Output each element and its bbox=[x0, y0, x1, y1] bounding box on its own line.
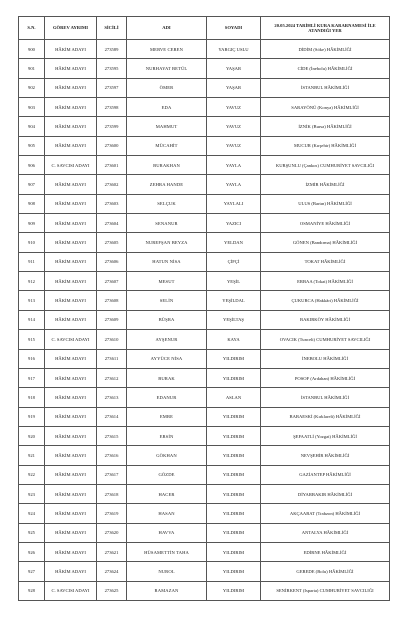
cell-sn: 903 bbox=[19, 98, 45, 117]
cell-soyadi: YILDIRIM bbox=[207, 446, 261, 465]
cell-sn: 912 bbox=[19, 272, 45, 291]
cell-adi: ÖMER bbox=[127, 78, 207, 97]
cell-sn: 919 bbox=[19, 407, 45, 426]
cell-atandigi-yer: ULUS (Bartın) HÂKİMLİĞİ bbox=[261, 194, 390, 213]
cell-sn: 907 bbox=[19, 175, 45, 194]
table-row bbox=[19, 117, 390, 136]
table-row bbox=[19, 59, 390, 78]
table-row bbox=[19, 291, 390, 310]
cell-adi: NURHAYAT BETÜL bbox=[127, 59, 207, 78]
cell-gorev-ayrimi: HÂKİM ADAYI bbox=[45, 523, 97, 542]
cell-sn: 902 bbox=[19, 78, 45, 97]
cell-gorev-ayrimi: HÂKİM ADAYI bbox=[45, 484, 97, 503]
cell-sn: 917 bbox=[19, 368, 45, 387]
cell-sicili: 273599 bbox=[97, 117, 127, 136]
table-row bbox=[19, 407, 390, 426]
cell-atandigi-yer: MUCUR (Kırşehir) HÂKİMLİĞİ bbox=[261, 136, 390, 155]
table-row bbox=[19, 484, 390, 503]
cell-adi: ERSİN bbox=[127, 426, 207, 445]
table-row bbox=[19, 504, 390, 523]
cell-atandigi-yer: EDİRNE HÂKİMLİĞİ bbox=[261, 542, 390, 561]
cell-gorev-ayrimi: HÂKİM ADAYI bbox=[45, 59, 97, 78]
cell-atandigi-yer: İZMİR HÂKİMLİĞİ bbox=[261, 175, 390, 194]
cell-adi: HÜSAMETTİN TAHA bbox=[127, 542, 207, 561]
cell-atandigi-yer: ÇUKURCA (Hakkâri) HÂKİMLİĞİ bbox=[261, 291, 390, 310]
cell-gorev-ayrimi: HÂKİM ADAYI bbox=[45, 504, 97, 523]
cell-adi: BÜŞRA bbox=[127, 310, 207, 329]
cell-adi: MAHMUT bbox=[127, 117, 207, 136]
table-row bbox=[19, 233, 390, 252]
cell-sicili: 273617 bbox=[97, 465, 127, 484]
cell-gorev-ayrimi: HÂKİM ADAYI bbox=[45, 117, 97, 136]
cell-atandigi-yer: POSOF (Ardahan) HÂKİMLİĞİ bbox=[261, 368, 390, 387]
cell-adi: EMRE bbox=[127, 407, 207, 426]
cell-gorev-ayrimi: HÂKİM ADAYI bbox=[45, 426, 97, 445]
cell-soyadi: YEŞİL bbox=[207, 272, 261, 291]
table-row bbox=[19, 349, 390, 368]
cell-sn: 906 bbox=[19, 156, 45, 175]
cell-sn: 915 bbox=[19, 330, 45, 349]
cell-atandigi-yer: ERBAA (Tokat) HÂKİMLİĞİ bbox=[261, 272, 390, 291]
cell-sicili: 273589 bbox=[97, 40, 127, 59]
cell-soyadi: YILDIRIM bbox=[207, 349, 261, 368]
cell-sicili: 273600 bbox=[97, 136, 127, 155]
cell-sn: 911 bbox=[19, 252, 45, 271]
cell-adi: HACER bbox=[127, 484, 207, 503]
cell-gorev-ayrimi: HÂKİM ADAYI bbox=[45, 349, 97, 368]
cell-atandigi-yer: GEREDE (Bolu) HÂKİMLİĞİ bbox=[261, 562, 390, 581]
cell-atandigi-yer: TOKAT HÂKİMLİĞİ bbox=[261, 252, 390, 271]
assignment-list-page bbox=[18, 16, 389, 601]
cell-adi: ZEHRA HANDE bbox=[127, 175, 207, 194]
cell-soyadi: KAYA bbox=[207, 330, 261, 349]
cell-soyadi: YAYLA bbox=[207, 156, 261, 175]
cell-atandigi-yer: BAKIRKÖY HÂKİMLİĞİ bbox=[261, 310, 390, 329]
cell-sicili: 273606 bbox=[97, 252, 127, 271]
cell-adi: HATUN NİSA bbox=[127, 252, 207, 271]
cell-soyadi: YILDIRIM bbox=[207, 542, 261, 561]
cell-sicili: 273603 bbox=[97, 194, 127, 213]
cell-gorev-ayrimi: HÂKİM ADAYI bbox=[45, 465, 97, 484]
cell-gorev-ayrimi: HÂKİM ADAYI bbox=[45, 272, 97, 291]
header-sicili: SİCİLİ bbox=[97, 17, 127, 40]
cell-gorev-ayrimi: HÂKİM ADAYI bbox=[45, 233, 97, 252]
cell-soyadi: YILDIRIM bbox=[207, 407, 261, 426]
header-atandigi-yer: 20.05.2024 TARİHLİ KURA KARARNAMESİ İLE ATANDIĞI YER bbox=[261, 17, 390, 40]
cell-sicili: 273608 bbox=[97, 291, 127, 310]
cell-atandigi-yer: İSTANBUL HÂKİMLİĞİ bbox=[261, 78, 390, 97]
cell-gorev-ayrimi: HÂKİM ADAYI bbox=[45, 252, 97, 271]
cell-sn: 909 bbox=[19, 214, 45, 233]
cell-sicili: 273618 bbox=[97, 484, 127, 503]
cell-soyadi: ÇİFÇİ bbox=[207, 252, 261, 271]
cell-adi: SELİN bbox=[127, 291, 207, 310]
cell-adi: BURAK bbox=[127, 368, 207, 387]
cell-sn: 914 bbox=[19, 310, 45, 329]
table-row bbox=[19, 252, 390, 271]
cell-soyadi: YILDIRIM bbox=[207, 523, 261, 542]
cell-gorev-ayrimi: HÂKİM ADAYI bbox=[45, 291, 97, 310]
cell-sn: 920 bbox=[19, 426, 45, 445]
cell-gorev-ayrimi: HÂKİM ADAYI bbox=[45, 446, 97, 465]
table-row bbox=[19, 310, 390, 329]
cell-sicili: 273621 bbox=[97, 542, 127, 561]
cell-adi: NUROL bbox=[127, 562, 207, 581]
table-body bbox=[19, 40, 390, 601]
cell-sn: 916 bbox=[19, 349, 45, 368]
cell-atandigi-yer: SENİRKENT (Isparta) CUMHURİYET SAVCILIĞI bbox=[261, 581, 390, 600]
cell-soyadi: YILDIRIM bbox=[207, 484, 261, 503]
cell-soyadi: YILDIRIM bbox=[207, 426, 261, 445]
cell-sicili: 273616 bbox=[97, 446, 127, 465]
cell-gorev-ayrimi: HÂKİM ADAYI bbox=[45, 175, 97, 194]
table-header bbox=[19, 17, 390, 40]
cell-sn: 921 bbox=[19, 446, 45, 465]
cell-sicili: 273609 bbox=[97, 310, 127, 329]
cell-atandigi-yer: İNEBOLU HÂKİMLİĞİ bbox=[261, 349, 390, 368]
cell-gorev-ayrimi: HÂKİM ADAYI bbox=[45, 407, 97, 426]
cell-soyadi: YELDAN bbox=[207, 233, 261, 252]
cell-sicili: 273612 bbox=[97, 368, 127, 387]
table-row bbox=[19, 194, 390, 213]
cell-adi: HAVVA bbox=[127, 523, 207, 542]
cell-sicili: 273614 bbox=[97, 407, 127, 426]
cell-adi: SELÇUK bbox=[127, 194, 207, 213]
cell-gorev-ayrimi: HÂKİM ADAYI bbox=[45, 542, 97, 561]
cell-atandigi-yer: NEVŞEHİR HÂKİMLİĞİ bbox=[261, 446, 390, 465]
cell-atandigi-yer: GAZİANTEP HÂKİMLİĞİ bbox=[261, 465, 390, 484]
cell-atandigi-yer: DİDİM (Söke) HÂKİMLİĞİ bbox=[261, 40, 390, 59]
cell-atandigi-yer: DİYARBAKIR HÂKİMLİĞİ bbox=[261, 484, 390, 503]
cell-sicili: 273595 bbox=[97, 59, 127, 78]
cell-soyadi: YAŞAR bbox=[207, 78, 261, 97]
cell-sicili: 273604 bbox=[97, 214, 127, 233]
cell-atandigi-yer: SARAYÖNÜ (Konya) HÂKİMLİĞİ bbox=[261, 98, 390, 117]
cell-sn: 923 bbox=[19, 484, 45, 503]
cell-sn: 928 bbox=[19, 581, 45, 600]
cell-gorev-ayrimi: HÂKİM ADAYI bbox=[45, 562, 97, 581]
cell-atandigi-yer: GÖNEN (Bandırma) HÂKİMLİĞİ bbox=[261, 233, 390, 252]
cell-adi: EDANUR bbox=[127, 388, 207, 407]
table-row bbox=[19, 40, 390, 59]
table-row bbox=[19, 214, 390, 233]
cell-soyadi: YAZICI bbox=[207, 214, 261, 233]
table-row bbox=[19, 523, 390, 542]
cell-gorev-ayrimi: HÂKİM ADAYI bbox=[45, 214, 97, 233]
cell-gorev-ayrimi: HÂKİM ADAYI bbox=[45, 98, 97, 117]
table-row bbox=[19, 156, 390, 175]
cell-sicili: 273597 bbox=[97, 78, 127, 97]
cell-gorev-ayrimi: C. SAVCISI ADAYI bbox=[45, 330, 97, 349]
cell-sn: 918 bbox=[19, 388, 45, 407]
cell-sn: 922 bbox=[19, 465, 45, 484]
cell-adi: SENANUR bbox=[127, 214, 207, 233]
cell-sn: 901 bbox=[19, 59, 45, 78]
cell-soyadi: YILDIRIM bbox=[207, 368, 261, 387]
cell-gorev-ayrimi: HÂKİM ADAYI bbox=[45, 388, 97, 407]
cell-sn: 913 bbox=[19, 291, 45, 310]
cell-soyadi: ASLAN bbox=[207, 388, 261, 407]
cell-atandigi-yer: BABAESKİ (Kırklareli) HÂKİMLİĞİ bbox=[261, 407, 390, 426]
cell-sicili: 273619 bbox=[97, 504, 127, 523]
cell-sicili: 273624 bbox=[97, 562, 127, 581]
cell-sn: 904 bbox=[19, 117, 45, 136]
table-row bbox=[19, 330, 390, 349]
cell-soyadi: YILDIRIM bbox=[207, 581, 261, 600]
header-adi: ADI bbox=[127, 17, 207, 40]
cell-soyadi: YILDIRIM bbox=[207, 504, 261, 523]
table-row bbox=[19, 388, 390, 407]
cell-soyadi: YAVUZ bbox=[207, 117, 261, 136]
cell-adi: MESUT bbox=[127, 272, 207, 291]
cell-adi: GÖZDE bbox=[127, 465, 207, 484]
cell-atandigi-yer: ŞEFAATLİ (Yozgat) HÂKİMLİĞİ bbox=[261, 426, 390, 445]
cell-sn: 908 bbox=[19, 194, 45, 213]
table-row bbox=[19, 136, 390, 155]
table-row bbox=[19, 465, 390, 484]
cell-adi: MERVE CEREN bbox=[127, 40, 207, 59]
table-row bbox=[19, 446, 390, 465]
table-row bbox=[19, 78, 390, 97]
cell-adi: HASAN bbox=[127, 504, 207, 523]
cell-sn: 926 bbox=[19, 542, 45, 561]
cell-adi: EDA bbox=[127, 98, 207, 117]
cell-atandigi-yer: KURŞUNLU (Çankırı) CUMHURİYET SAVCILIĞI bbox=[261, 156, 390, 175]
cell-sn: 905 bbox=[19, 136, 45, 155]
cell-atandigi-yer: CİDE (İnebolu) HÂKİMLİĞİ bbox=[261, 59, 390, 78]
cell-gorev-ayrimi: HÂKİM ADAYI bbox=[45, 310, 97, 329]
table-row bbox=[19, 562, 390, 581]
cell-adi: MÜCAHİT bbox=[127, 136, 207, 155]
table-row bbox=[19, 581, 390, 600]
table-row bbox=[19, 426, 390, 445]
cell-soyadi: YILDIRIM bbox=[207, 465, 261, 484]
cell-sn: 925 bbox=[19, 523, 45, 542]
cell-atandigi-yer: AKÇAABAT (Trabzon) HÂKİMLİĞİ bbox=[261, 504, 390, 523]
header-gorev-ayrimi: GÖREV AYRIMI bbox=[45, 17, 97, 40]
cell-soyadi: YAVUZ bbox=[207, 136, 261, 155]
table-row bbox=[19, 98, 390, 117]
cell-soyadi: YEŞİLTAŞ bbox=[207, 310, 261, 329]
cell-sicili: 273625 bbox=[97, 581, 127, 600]
cell-sicili: 273611 bbox=[97, 349, 127, 368]
table-row bbox=[19, 368, 390, 387]
cell-sicili: 273602 bbox=[97, 175, 127, 194]
cell-soyadi: YARGIÇ USLU bbox=[207, 40, 261, 59]
header-soyadi: SOYADI bbox=[207, 17, 261, 40]
cell-sicili: 273620 bbox=[97, 523, 127, 542]
cell-adi: GÖKHAN bbox=[127, 446, 207, 465]
cell-gorev-ayrimi: HÂKİM ADAYI bbox=[45, 368, 97, 387]
cell-adi: NUREFŞAN BEYZA bbox=[127, 233, 207, 252]
cell-soyadi: YEŞİLDAL bbox=[207, 291, 261, 310]
cell-soyadi: YAYLALI bbox=[207, 194, 261, 213]
cell-gorev-ayrimi: HÂKİM ADAYI bbox=[45, 136, 97, 155]
cell-atandigi-yer: OVACIK (Tunceli) CUMHURİYET SAVCILIĞI bbox=[261, 330, 390, 349]
cell-atandigi-yer: ANTALYA HÂKİMLİĞİ bbox=[261, 523, 390, 542]
cell-sn: 927 bbox=[19, 562, 45, 581]
cell-atandigi-yer: İSTANBUL HÂKİMLİĞİ bbox=[261, 388, 390, 407]
header-row bbox=[19, 17, 390, 40]
cell-soyadi: YAYLA bbox=[207, 175, 261, 194]
cell-adi: AYŞENUR bbox=[127, 330, 207, 349]
cell-gorev-ayrimi: HÂKİM ADAYI bbox=[45, 78, 97, 97]
cell-adi: AYYÜCE NİSA bbox=[127, 349, 207, 368]
cell-soyadi: YAŞAR bbox=[207, 59, 261, 78]
cell-sicili: 273613 bbox=[97, 388, 127, 407]
cell-gorev-ayrimi: HÂKİM ADAYI bbox=[45, 40, 97, 59]
cell-gorev-ayrimi: C. SAVCISI ADAYI bbox=[45, 581, 97, 600]
cell-sn: 910 bbox=[19, 233, 45, 252]
cell-soyadi: YAVUZ bbox=[207, 98, 261, 117]
cell-soyadi: YILDIRIM bbox=[207, 562, 261, 581]
cell-sicili: 273610 bbox=[97, 330, 127, 349]
cell-sicili: 273605 bbox=[97, 233, 127, 252]
cell-atandigi-yer: OSMANİYE HÂKİMLİĞİ bbox=[261, 214, 390, 233]
header-sn: S.N. bbox=[19, 17, 45, 40]
cell-sn: 924 bbox=[19, 504, 45, 523]
cell-sicili: 273598 bbox=[97, 98, 127, 117]
cell-sn: 900 bbox=[19, 40, 45, 59]
cell-sicili: 273601 bbox=[97, 156, 127, 175]
cell-gorev-ayrimi: HÂKİM ADAYI bbox=[45, 194, 97, 213]
cell-gorev-ayrimi: C. SAVCISI ADAYI bbox=[45, 156, 97, 175]
table-row bbox=[19, 175, 390, 194]
cell-atandigi-yer: İZNİK (Bursa) HÂKİMLİĞİ bbox=[261, 117, 390, 136]
table-row bbox=[19, 542, 390, 561]
cell-sicili: 273607 bbox=[97, 272, 127, 291]
cell-sicili: 273615 bbox=[97, 426, 127, 445]
cell-adi: BURAKHAN bbox=[127, 156, 207, 175]
assignment-table bbox=[18, 16, 390, 601]
table-row bbox=[19, 272, 390, 291]
cell-adi: RAMAZAN bbox=[127, 581, 207, 600]
